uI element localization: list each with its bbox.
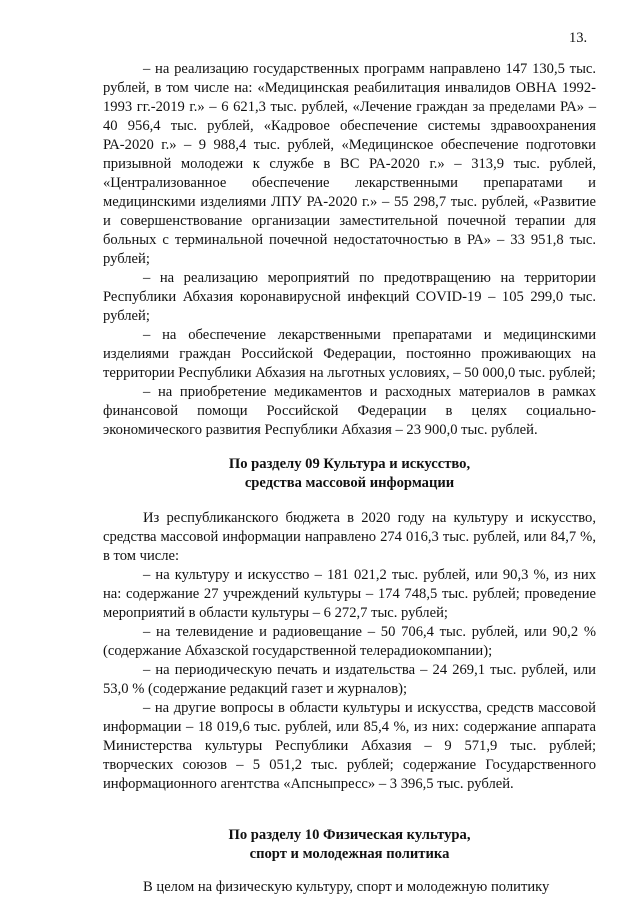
section-09-heading-line1: По разделу 09 Культура и искусство, [228,456,471,472]
paragraph-culture-total: Из республиканского бюджета в 2020 году на культуру и искусство, средства массовой информации направлено 274 016,3 тыс. рублей, или 84,7 %, в том числе: [103,510,596,564]
section-09-body [103,509,596,794]
paragraph-state-programs: – на реализацию государственных программ направлено 147 130,5 тыс. рублей, в том числе на: «Медицинская реабилитация инвалидов ОВНА 1992-1993 гг.-2019 г.» – 6 621,3 тыс. рублей, «Лечение граждан за пределами РА» – 40 956,4 тыс. рублей, «Кадровое обеспечение системы здравоохранения РА-2020 г.» – 9 988,4 тыс. рублей, «Медицинское обеспечение подготовки призывной молодежи к службе в ВС РА-2020 г.» – 313,9 тыс. рублей, «Централизованное обеспечение лекарственными препаратами и медицинскими изделиями ЛПУ РА-2020 г.» – 55 298,7 тыс. рублей, «Развитие и совершенствование организации заместительной почечной терапии для больных с терминальной почечной недостаточностью в РА» – 33 951,8 тыс. рублей; [103,61,596,267]
section-10-heading-line1: По разделу 10 Физическая культура, [228,827,471,843]
paragraph-culture-arts: – на культуру и искусство – 181 021,2 тыс. рублей, или 90,3 %, из них на: содержание 27 учреждений культуры – 174 748,5 тыс. рублей; проведение мероприятий в области культуры – 6 272,7 тыс. рублей; [103,567,596,621]
paragraph-press-publishing: – на периодическую печать и издательства – 24 269,1 тыс. рублей, или 53,0 % (содержание редакций газет и журналов); [103,662,596,697]
paragraph-other-culture-media: – на другие вопросы в области культуры и искусства, средств массовой информации – 18 019,6 тыс. рублей, или 85,4 %, из них: содержание аппарата Министерства культуры Республики Абхазия – 9 571,9 тыс. рублей; творческих союзов – 5 051,2 тыс. рублей; содержание Государственного информационного агентства «Апсныпресс» – 3 396,5 тыс. рублей. [103,700,596,792]
section-09-heading-line2: средства массовой информации [244,475,455,491]
paragraph-tv-radio: – на телевидение и радиовещание – 50 706,4 тыс. рублей, или 90,2 % (содержание Абхазской государственной телерадиокомпании); [103,624,596,659]
section-09-heading [103,455,596,493]
page-number: 13. [569,30,588,46]
paragraph-medical-supplies: – на приобретение медикаментов и расходных материалов в рамках финансовой помощи Российской Федерации в целях социально-экономического развития Республики Абхазия – 23 900,0 тыс. рублей. [103,384,596,438]
paragraph-covid-measures: – на реализацию мероприятий по предотвращению на территории Республики Абхазия коронавирусной инфекций COVID-19 – 105 299,0 тыс. рублей; [103,270,596,324]
section-10-body [103,878,596,897]
paragraph-sport-youth-total: В целом на физическую культуру, спорт и молодежную политику [143,879,550,895]
section-10-heading-line2: спорт и молодежная политика [249,846,450,862]
document-body [103,60,596,897]
section-10-heading [103,826,596,864]
paragraph-medications-rf-citizens: – на обеспечение лекарственными препаратами и медицинскими изделиями граждан Российской Федерации, постоянно проживающих на территории Республики Абхазия на льготных условиях, – 50 000,0 тыс. рублей; [103,327,596,381]
